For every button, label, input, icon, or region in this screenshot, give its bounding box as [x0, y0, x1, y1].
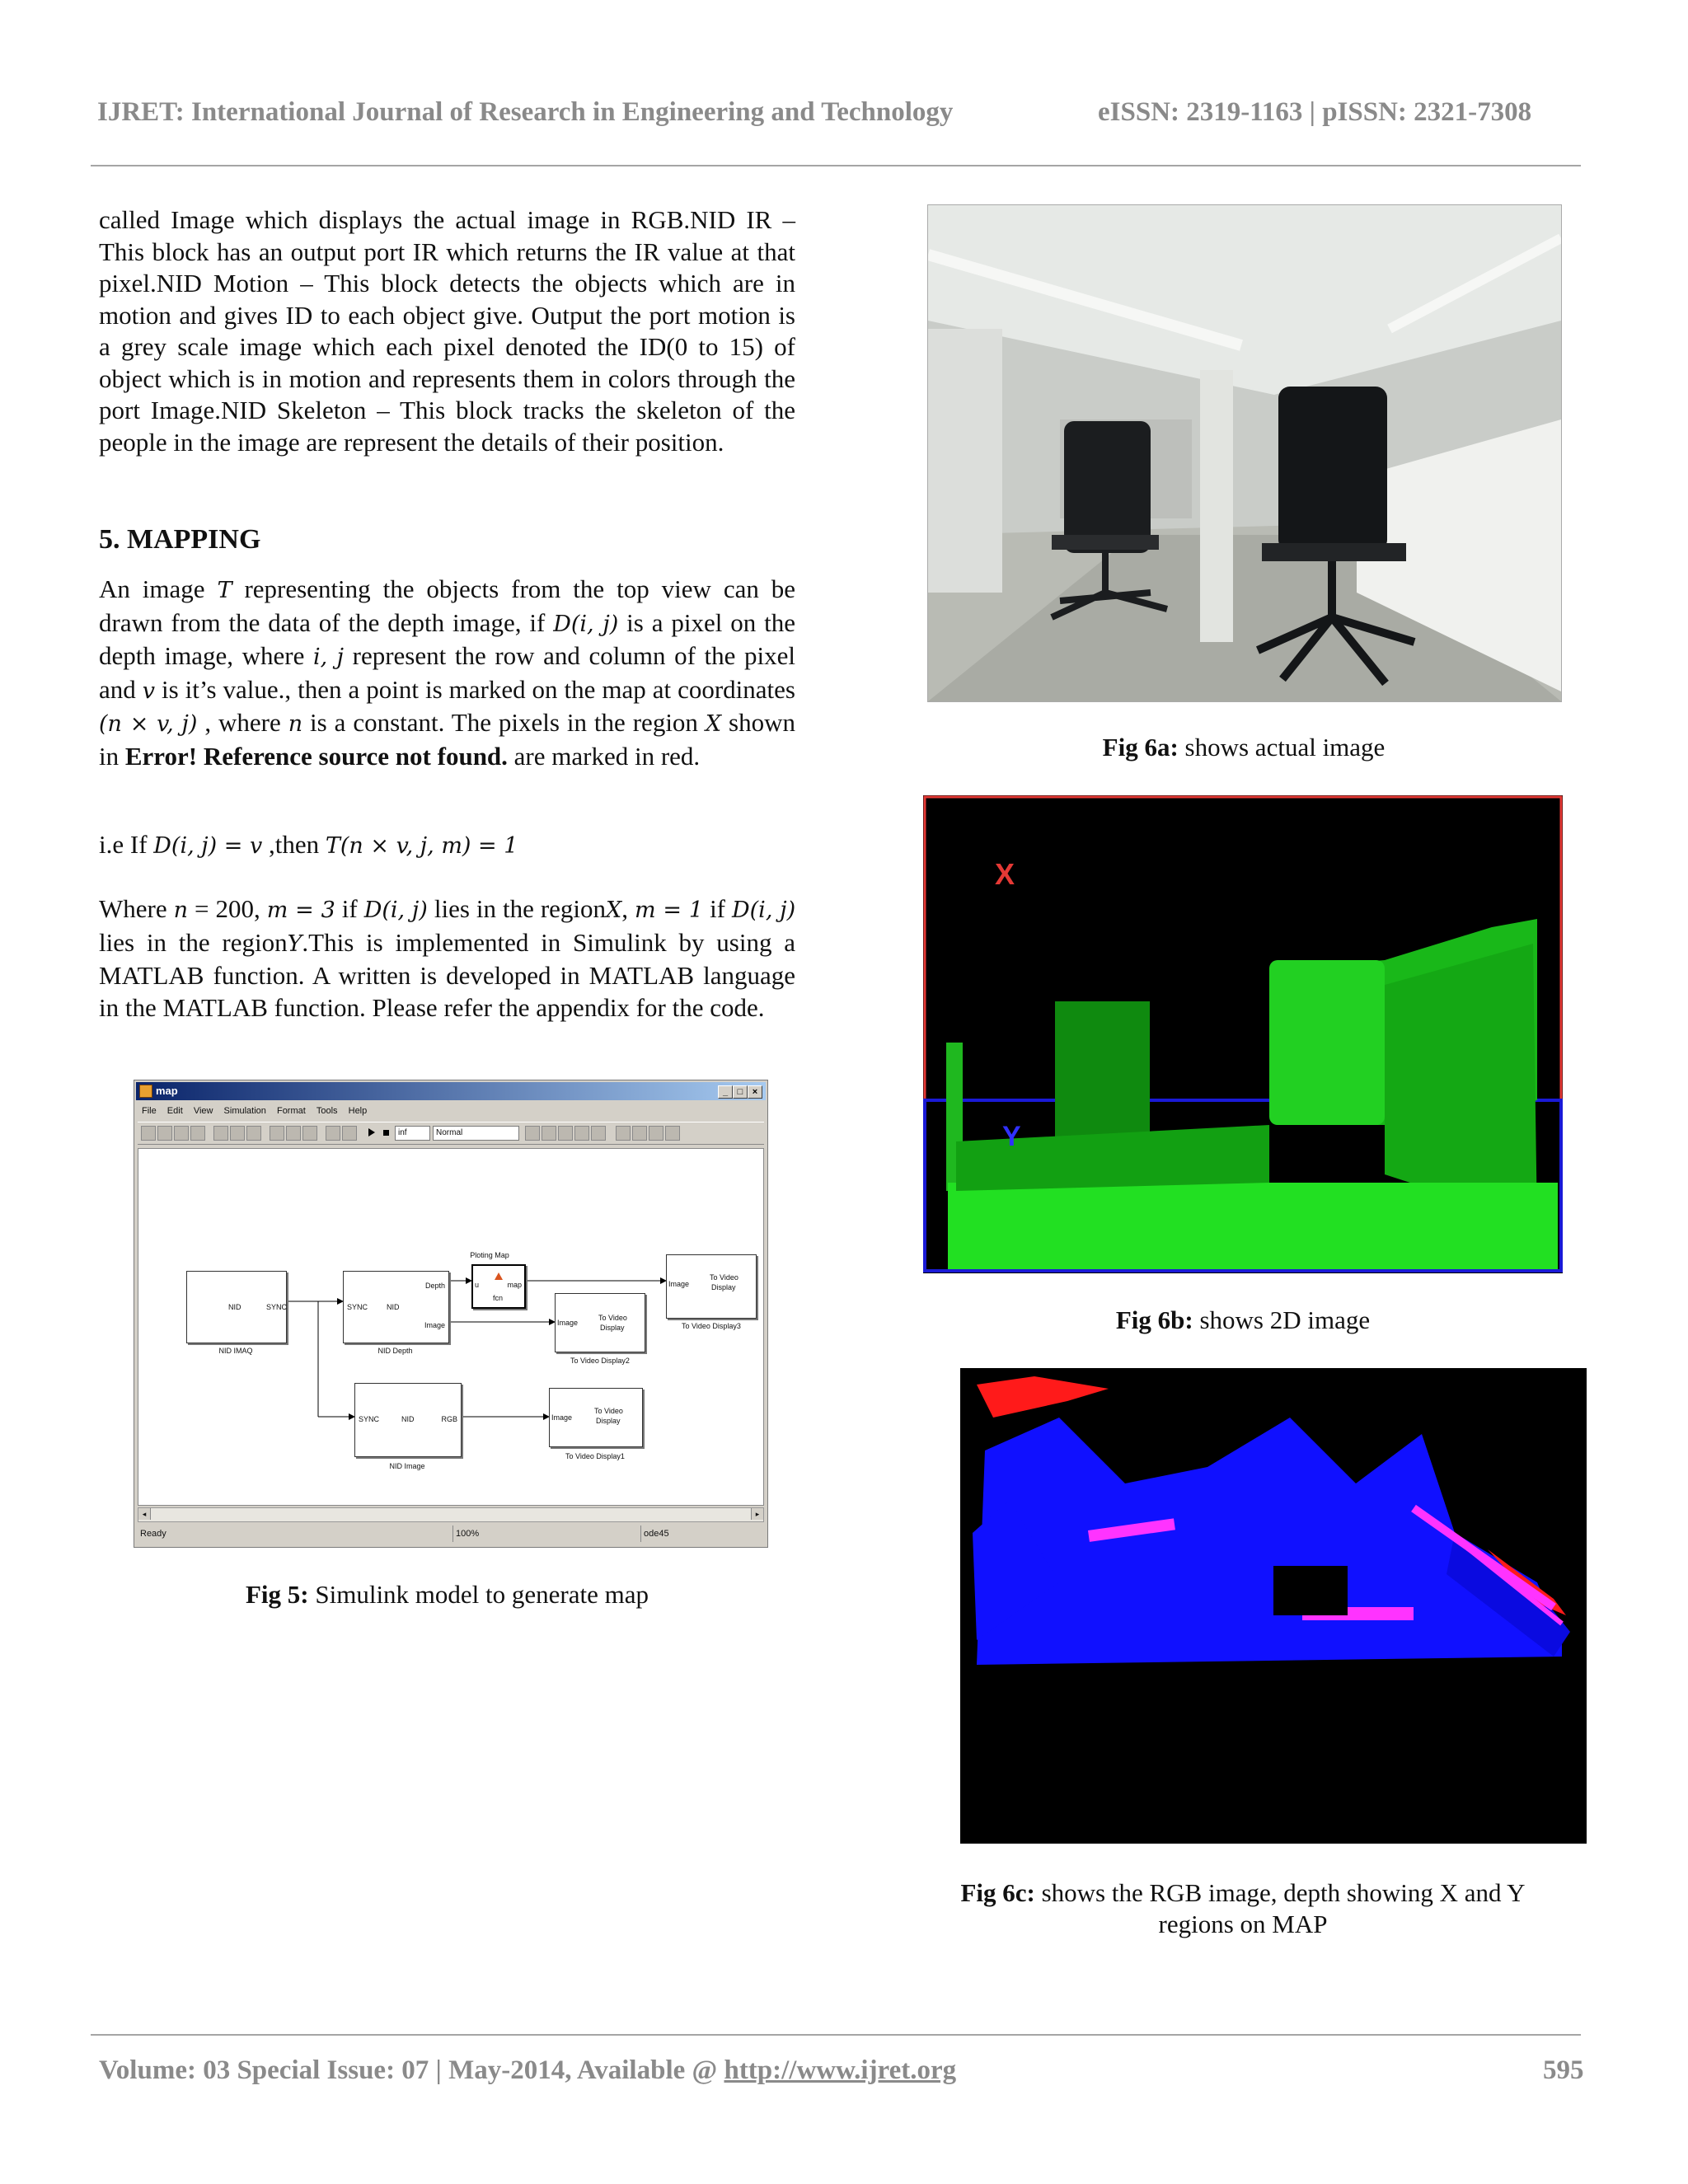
- section-heading: 5. MAPPING: [99, 524, 261, 555]
- page-number: 595: [1543, 2055, 1584, 2085]
- menu-file[interactable]: File: [142, 1106, 157, 1116]
- depth-image-illustration: [923, 795, 1563, 1273]
- open-icon[interactable]: [157, 1126, 172, 1141]
- cut-icon[interactable]: [213, 1126, 228, 1141]
- config-icon[interactable]: [632, 1126, 647, 1141]
- menu-help[interactable]: Help: [348, 1106, 368, 1116]
- to-video-display1-name: To Video Display1: [565, 1452, 625, 1460]
- menu-edit[interactable]: Edit: [166, 1106, 183, 1116]
- fig6c-map-image: [960, 1368, 1587, 1844]
- simulation-mode-select[interactable]: Normal: [433, 1126, 519, 1141]
- menu-view[interactable]: View: [193, 1106, 213, 1116]
- nid-imaq-block[interactable]: NID SYNC: [186, 1271, 287, 1343]
- intro-paragraph: called Image which displays the actual image in RGB.NID IR – This block has an output port IR which returns the IR value at that pixel.NID Motion – This block detects the objects which are in motion and gives ID to each object give. Output the port motion is a grey scale image which each pixel denoted the ID(0 to 15) of object which is in motion and represents them in colors through the port Image.NID Skeleton – This block tracks the skeleton of the people in the image are represent the details of their position.: [99, 205, 795, 457]
- journal-title: IJRET: International Journal of Research in Engineering and Technology: [97, 97, 954, 127]
- ploting-map-label: Ploting Map: [470, 1251, 509, 1259]
- print-icon[interactable]: [190, 1126, 205, 1141]
- to-video-display3-name: To Video Display3: [682, 1322, 741, 1330]
- menu-simulation[interactable]: Simulation: [223, 1106, 266, 1116]
- minimize-button[interactable]: _: [718, 1085, 733, 1099]
- error-reference[interactable]: Error! Reference source not found.: [124, 741, 508, 771]
- advisor-icon[interactable]: [649, 1126, 663, 1141]
- toolbar: [138, 1122, 764, 1145]
- play-icon[interactable]: [368, 1128, 375, 1137]
- footer-rule: [91, 2034, 1581, 2036]
- up-icon[interactable]: [302, 1126, 317, 1141]
- new-icon[interactable]: [141, 1126, 156, 1141]
- to-video-display2-block[interactable]: Image To Video Display: [555, 1293, 645, 1352]
- footer-volume: Volume: 03 Special Issue: 07 | May-2014, Available @ http://www.ijret.org: [99, 2055, 957, 2085]
- maximize-button[interactable]: □: [733, 1085, 748, 1099]
- header-rule: [91, 165, 1581, 166]
- fig6a-caption: Fig 6a: shows actual image: [1102, 733, 1386, 762]
- to-video-display3-block[interactable]: Image To Video Display: [666, 1254, 757, 1319]
- office-photo-illustration: [928, 205, 1561, 701]
- nid-image-block[interactable]: SYNC NID RGB: [354, 1383, 462, 1457]
- nid-imaq-name: NID IMAQ: [218, 1347, 253, 1355]
- debug-icon[interactable]: [574, 1126, 589, 1141]
- fig6a-photo: [927, 204, 1562, 702]
- where-paragraph: Where n = 200, m = 3 if D(i, j) lies in the regionX, m = 1 if D(i, j) lies in the regionY.This is implemented in Simulink by using a MATLAB function. A written is developed in MATLAB language in the MATLAB function. Please refer the appendix for the code.: [99, 894, 796, 1022]
- nid-depth-name: NID Depth: [377, 1347, 413, 1355]
- status-bar: [138, 1526, 764, 1542]
- matlab-logo-icon: [495, 1272, 503, 1280]
- to-video-display2-name: To Video Display2: [570, 1357, 630, 1365]
- model-canvas[interactable]: [138, 1148, 764, 1506]
- ploting-map-block[interactable]: u map fcn: [471, 1264, 526, 1309]
- fig6b-caption: Fig 6b: shows 2D image: [1115, 1305, 1371, 1334]
- journal-url-link[interactable]: http://www.ijret.org: [724, 2055, 957, 2085]
- status-solver: ode45: [640, 1526, 669, 1542]
- undo-icon[interactable]: [326, 1126, 340, 1141]
- stop-icon[interactable]: [383, 1130, 389, 1136]
- status-zoom: 100%: [452, 1526, 479, 1542]
- paste-icon[interactable]: [246, 1126, 261, 1141]
- map-illustration: [960, 1368, 1587, 1844]
- simulink-logo-icon: [139, 1085, 152, 1098]
- window-title: map: [156, 1085, 178, 1097]
- explorer-icon[interactable]: [558, 1126, 573, 1141]
- nid-depth-block[interactable]: SYNC NID Depth Image: [343, 1271, 449, 1343]
- refresh-icon[interactable]: [591, 1126, 606, 1141]
- equation-line: i.e If D(i, j) = v ,then T(n × v, j, m) = 1: [99, 830, 518, 859]
- status-ready: Ready: [140, 1529, 166, 1539]
- stop-time-input[interactable]: inf: [395, 1126, 430, 1141]
- simulink-window: [134, 1080, 768, 1548]
- redo-icon[interactable]: [342, 1126, 357, 1141]
- fig6c-caption: Fig 6c: shows the RGB image, depth showing X and Y regions on MAP: [960, 1878, 1526, 1938]
- fig6b-depth-image: [923, 795, 1563, 1273]
- issn: eISSN: 2319-1163 | pISSN: 2321-7308: [1098, 97, 1532, 127]
- fig5-caption: Fig 5: Simulink model to generate map: [245, 1580, 649, 1609]
- library-icon[interactable]: [542, 1126, 556, 1141]
- to-video-display1-block[interactable]: Image To Video Display: [549, 1388, 643, 1447]
- menu-tools[interactable]: Tools: [316, 1106, 338, 1116]
- back-icon[interactable]: [270, 1126, 284, 1141]
- profiler-icon[interactable]: [665, 1126, 680, 1141]
- menu-format[interactable]: Format: [276, 1106, 306, 1116]
- menu-bar: [138, 1104, 371, 1118]
- mapping-paragraph: An image T representing the objects from the top view can be drawn from the data of the depth image, if D(i, j) is a pixel on the depth image, where i, j represent the row and column of the pixel and v is it’s value., then a point is marked on the map at coordinates (n × v, j) , where n is a constant. The pixels in the region X shown in Error! Reference source not found. are marked in red.: [99, 574, 796, 771]
- model-icon[interactable]: [616, 1126, 631, 1141]
- save-icon[interactable]: [174, 1126, 189, 1141]
- region-x-label: X: [995, 857, 1015, 891]
- horizontal-scrollbar[interactable]: [138, 1507, 764, 1522]
- scroll-right-icon[interactable]: ▸: [751, 1508, 763, 1520]
- build-icon[interactable]: [525, 1126, 540, 1141]
- forward-icon[interactable]: [286, 1126, 301, 1141]
- region-y-label: Y: [1002, 1121, 1021, 1152]
- nid-image-name: NID Image: [389, 1462, 425, 1470]
- copy-icon[interactable]: [230, 1126, 245, 1141]
- close-button[interactable]: ×: [748, 1085, 762, 1099]
- scroll-left-icon[interactable]: ◂: [138, 1508, 151, 1520]
- window-titlebar: [136, 1082, 766, 1100]
